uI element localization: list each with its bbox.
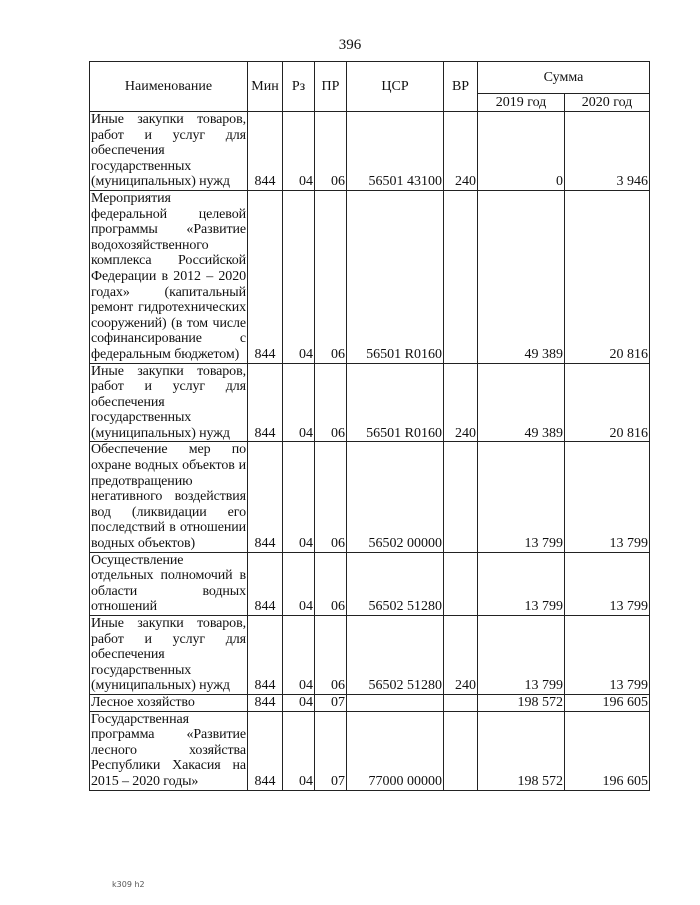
footer-code: k309 h2 (112, 880, 145, 889)
cell-2020: 13 799 (565, 552, 650, 615)
cell-vr: 240 (444, 616, 478, 695)
header-csr: ЦСР (347, 62, 444, 112)
cell-min: 844 (248, 711, 283, 790)
cell-2020: 3 946 (565, 112, 650, 191)
cell-2020: 20 816 (565, 190, 650, 363)
table-row (90, 694, 650, 711)
cell-2019: 198 572 (478, 694, 565, 711)
cell-vr (444, 442, 478, 552)
cell-csr: 77000 00000 (347, 711, 444, 790)
cell-rz: 04 (283, 616, 315, 695)
cell-vr (444, 552, 478, 615)
table-row (90, 363, 650, 442)
header-year-2020: 2020 год (565, 94, 650, 112)
cell-csr: 56502 51280 (347, 552, 444, 615)
header-vr: ВР (444, 62, 478, 112)
cell-name: Осуществление отдельных полномочий в области водных отношений (91, 552, 246, 615)
table-row (90, 190, 650, 363)
cell-min: 844 (248, 694, 283, 711)
cell-rz: 04 (283, 112, 315, 191)
cell-name: Мероприятия федеральной целевой программы «Развитие водохозяйственного комплекса Российской Федерации в 2012 – 2020 годах» (капитальный ремонт гидротехнических сооружений) (в том числе софинансирование с федеральным бюджетом) (91, 190, 246, 362)
table-row (90, 442, 650, 552)
cell-rz: 04 (283, 694, 315, 711)
cell-name: Государственная программа «Развитие лесного хозяйства Республики Хакасия на 2015 – 2020 годы» (91, 711, 246, 789)
cell-2020: 13 799 (565, 616, 650, 695)
cell-rz: 04 (283, 552, 315, 615)
cell-name: Лесное хозяйство (90, 694, 248, 711)
cell-min: 844 (248, 190, 283, 363)
cell-rz: 04 (283, 190, 315, 363)
cell-name: Иные закупки товаров, работ и услуг для обеспечения государственных (муниципальных) нужд (91, 112, 246, 190)
header-name: Наименование (90, 62, 248, 112)
cell-min: 844 (248, 552, 283, 615)
cell-csr: 56501 43100 (347, 112, 444, 191)
cell-csr: 56502 00000 (347, 442, 444, 552)
cell-2019: 13 799 (478, 616, 565, 695)
cell-pr: 06 (315, 190, 347, 363)
cell-2020: 13 799 (565, 442, 650, 552)
cell-name: Обеспечение мер по охране водных объектов и предотвращению негативного воздействия вод (ликвидации его последствий в отношении водных объектов) (91, 442, 246, 552)
cell-vr (444, 190, 478, 363)
cell-2020: 20 816 (565, 363, 650, 442)
cell-2019: 13 799 (478, 552, 565, 615)
cell-rz: 04 (283, 442, 315, 552)
cell-vr (444, 694, 478, 711)
header-sum: Сумма (478, 62, 650, 94)
cell-rz: 04 (283, 711, 315, 790)
cell-csr (347, 694, 444, 711)
cell-rz: 04 (283, 363, 315, 442)
cell-name: Иные закупки товаров, работ и услуг для обеспечения государственных (муниципальных) нужд (91, 363, 246, 441)
cell-2019: 13 799 (478, 442, 565, 552)
cell-csr: 56501 R0160 (347, 190, 444, 363)
header-year-2019: 2019 год (478, 94, 565, 112)
cell-2020: 196 605 (565, 711, 650, 790)
cell-2020: 196 605 (565, 694, 650, 711)
budget-table (89, 61, 650, 791)
header-min: Мин (248, 62, 283, 112)
cell-vr (444, 711, 478, 790)
cell-2019: 198 572 (478, 711, 565, 790)
cell-vr: 240 (444, 112, 478, 191)
cell-pr: 06 (315, 112, 347, 191)
header-pr: ПР (315, 62, 347, 112)
cell-csr: 56502 51280 (347, 616, 444, 695)
cell-name: Иные закупки товаров, работ и услуг для обеспечения государственных (муниципальных) нужд (91, 616, 246, 694)
cell-pr: 07 (315, 694, 347, 711)
table-row (90, 552, 650, 615)
header-rz: Рз (283, 62, 315, 112)
cell-vr: 240 (444, 363, 478, 442)
cell-min: 844 (248, 442, 283, 552)
cell-2019: 49 389 (478, 190, 565, 363)
cell-csr: 56501 R0160 (347, 363, 444, 442)
cell-min: 844 (248, 616, 283, 695)
cell-pr: 06 (315, 363, 347, 442)
cell-min: 844 (248, 112, 283, 191)
table-row (90, 711, 650, 790)
cell-pr: 07 (315, 711, 347, 790)
cell-pr: 06 (315, 552, 347, 615)
table-row (90, 112, 650, 191)
cell-2019: 49 389 (478, 363, 565, 442)
page-number: 396 (338, 37, 362, 53)
cell-pr: 06 (315, 442, 347, 552)
cell-min: 844 (248, 363, 283, 442)
table-row (90, 616, 650, 695)
cell-pr: 06 (315, 616, 347, 695)
cell-2019: 0 (478, 112, 565, 191)
